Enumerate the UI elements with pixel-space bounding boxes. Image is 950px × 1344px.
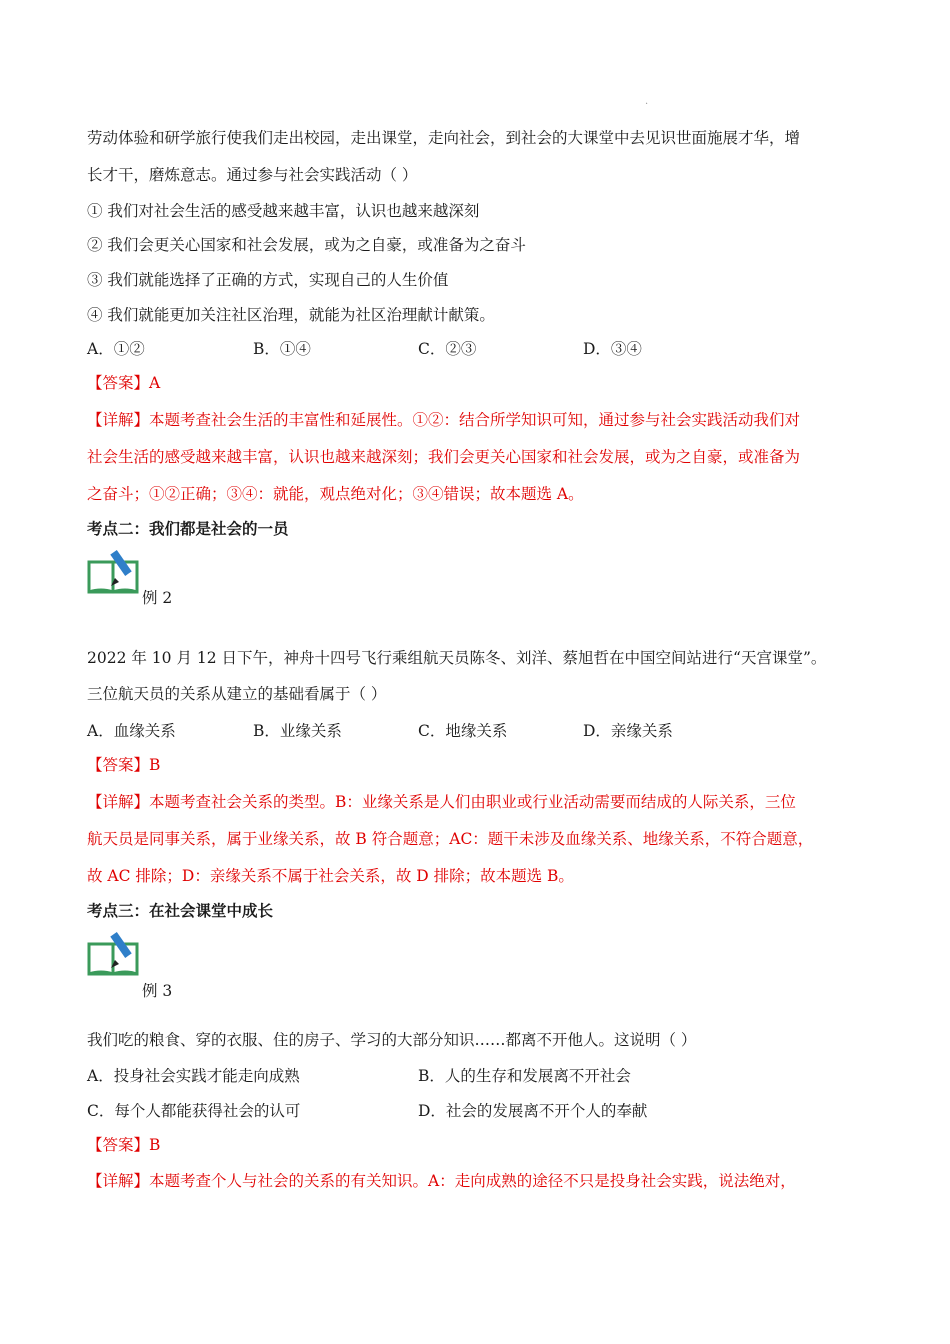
q3-answer: 【答案】B xyxy=(87,1136,161,1154)
q2-option-b: B．业缘关系 xyxy=(253,722,342,740)
q1-detail-line-2: 社会生活的感受越来越丰富，认识也越来越深刻；我们会更关心国家和社会发展，或为之自豪，或准备为 xyxy=(87,448,801,466)
q1-option-b: B．①④ xyxy=(253,340,311,358)
q3-option-a: A．投身社会实践才能走向成熟 xyxy=(87,1067,300,1085)
q1-answer: 【答案】A xyxy=(87,374,161,392)
q3-stem: 我们吃的粮食、穿的衣服、住的房子、学习的大部分知识……都离不开他人。这说明（ ） xyxy=(87,1031,697,1049)
q2-option-d: D．亲缘关系 xyxy=(583,722,673,740)
q1-item-1: ① 我们对社会生活的感受越来越丰富，认识也越来越深刻 xyxy=(87,202,480,220)
q1-stem-line-1: 劳动体验和研学旅行使我们走出校园，走出课堂，走向社会，到社会的大课堂中去见识世面施展才华，增 xyxy=(87,129,801,147)
q3-detail-line-1: 【详解】本题考查个人与社会的关系的有关知识。A：走向成熟的途径不只是投身社会实践，说法绝对， xyxy=(87,1172,796,1190)
q2-detail-line-2: 航天员是同事关系，属于业缘关系，故 B 符合题意；AC：题干未涉及血缘关系、地缘关系，不符合题意， xyxy=(87,830,814,848)
q1-detail-line-3: 之奋斗；①②正确；③④：就能，观点绝对化；③④错误；故本题选 A。 xyxy=(87,485,584,503)
q1-option-a: A．①② xyxy=(87,340,145,358)
q1-item-3: ③ 我们就能选择了正确的方式，实现自己的人生价值 xyxy=(87,271,449,289)
q2-detail-line-1: 【详解】本题考查社会关系的类型。B：业缘关系是人们由职业或行业活动需要而结成的人际关系，三位 xyxy=(87,793,796,811)
q1-option-d: D．③④ xyxy=(583,340,642,358)
q1-stem-line-2: 长才干，磨炼意志。通过参与社会实践活动（ ） xyxy=(87,166,418,184)
section3-example-label: 例 3 xyxy=(142,982,173,1000)
q3-option-d: D．社会的发展离不开个人的奉献 xyxy=(418,1102,648,1120)
q1-option-c: C．②③ xyxy=(418,340,477,358)
q3-option-b: B．人的生存和发展离不开社会 xyxy=(418,1067,631,1085)
section2-example-label: 例 2 xyxy=(142,589,173,607)
q2-stem-line-1: 2022 年 10 月 12 日下午，神舟十四号飞行乘组航天员陈冬、刘洋、蔡旭哲在中国空间站进行“天宫课堂”。 xyxy=(87,649,827,667)
section2-title: 考点二：我们都是社会的一员 xyxy=(87,519,289,538)
book-pencil-icon xyxy=(87,548,141,596)
q2-option-c: C．地缘关系 xyxy=(418,722,508,740)
q3-option-c: C．每个人都能获得社会的认可 xyxy=(87,1102,301,1120)
header-dot: . xyxy=(645,96,649,107)
q1-detail-line-1: 【详解】本题考查社会生活的丰富性和延展性。①②：结合所学知识可知，通过参与社会实践活动我们对 xyxy=(87,411,801,429)
q2-detail-line-3: 故 AC 排除；D：亲缘关系不属于社会关系，故 D 排除；故本题选 B。 xyxy=(87,867,574,885)
book-pencil-icon xyxy=(87,930,141,978)
q2-option-a: A．血缘关系 xyxy=(87,722,176,740)
q1-item-4: ④ 我们就能更加关注社区治理，就能为社区治理献计献策。 xyxy=(87,306,495,324)
q2-answer: 【答案】B xyxy=(87,756,161,774)
q1-item-2: ② 我们会更关心国家和社会发展，或为之自豪，或准备为之奋斗 xyxy=(87,236,526,254)
q2-stem-line-2: 三位航天员的关系从建立的基础看属于（ ） xyxy=(87,685,387,703)
section3-title: 考点三：在社会课堂中成长 xyxy=(87,901,274,920)
